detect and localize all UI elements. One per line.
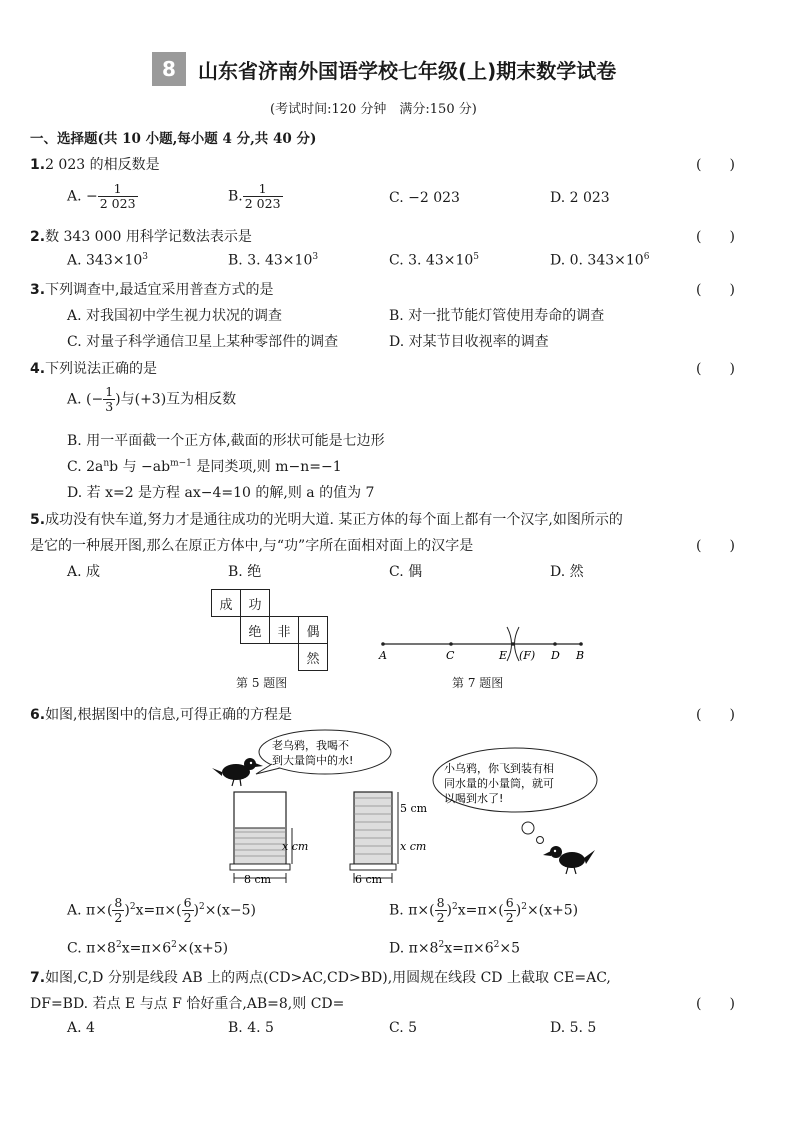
crow-icon [212, 758, 263, 786]
label-x-cm-2: x cm [400, 840, 427, 853]
label-8-cm: 8 cm [244, 873, 272, 886]
option-b: B. 绝 [228, 564, 262, 580]
option-b: B. 3. $43\times 10^3$ [228, 252, 319, 269]
label-f: (F) [519, 649, 536, 662]
option-a: A. 4 [67, 1020, 95, 1036]
option-b [228, 182, 283, 211]
question-number: 5. [30, 512, 46, 528]
point-d [553, 642, 557, 646]
question-text: 2 023 的相反数是 [45, 157, 160, 173]
option-b: B. 对一批节能灯管使用寿命的调查 [389, 308, 605, 324]
answer-bracket: ( ) [696, 707, 735, 723]
question-text: 成功没有快车道,努力才是通往成功的光明大道. 某正方体的每个面上都有一个汉字,如图所示的 [45, 512, 623, 528]
option-c: C. 对量子科学通信卫星上某种零部件的调查 [67, 334, 339, 350]
question-5-stem [30, 509, 623, 529]
net-face: 非 [270, 617, 299, 644]
option-d: D. 5. 5 [550, 1020, 597, 1036]
figure-7-caption: 第 7 题图 [452, 676, 504, 690]
option-c: C. 偶 [389, 564, 423, 580]
point-c [449, 642, 453, 646]
option-a: A. 对我国初中学生视力状况的调查 [67, 308, 283, 324]
question-6-stem [30, 704, 292, 724]
question-7-stem-line2: DF=BD. 若点 E 与点 F 恰好重合,AB=8,则 CD= [30, 996, 345, 1012]
label-e: E [499, 649, 508, 662]
bubble-1-line-2: 到大量筒中的水! [272, 754, 354, 767]
net-face: 偶 [299, 617, 328, 644]
option-c: C. 3. $43\times 10^5$ [389, 252, 480, 269]
option-d: D. 若 x=2 是方程 ax−4=10 的解,则 a 的值为 7 [67, 485, 375, 501]
question-number: 1. [30, 157, 46, 173]
label-b: B [576, 649, 585, 662]
option-label: A. − [67, 188, 98, 205]
question-number: 3. [30, 282, 46, 298]
answer-bracket: ( ) [696, 229, 735, 245]
question-number: 6. [30, 707, 46, 723]
question-2-stem [30, 226, 252, 246]
answer-bracket: ( ) [696, 157, 735, 173]
option-d: D. $\pi\times 8^2x=\pi\times 6^2\times 5$ [389, 940, 521, 957]
option-c: C. $\pi\times 8^2x=\pi\times 6^2\times(x+5)$ [67, 940, 229, 957]
label-c: C [446, 649, 455, 662]
bubble-2-line-2: 同水量的小量筒，就可 [444, 777, 554, 790]
option-d: D. 然 [550, 564, 584, 580]
crow-cylinder-figure [210, 728, 600, 890]
question-text: 如图,根据图中的信息,可得正确的方程是 [45, 707, 292, 723]
label-d: D [551, 649, 560, 662]
paper-number-badge: 8 [152, 52, 186, 86]
question-number: 2. [30, 229, 46, 245]
bubble-2-line-3: 以喝到水了! [444, 792, 504, 805]
crow-icon [543, 846, 595, 874]
question-number: 7. [30, 970, 46, 986]
segment-figure [375, 625, 590, 665]
option-c: C. $2a^nb$ 与 $-ab^{m-1}$ 是同类项,则 m−n=−1 [67, 458, 342, 475]
label-6-cm: 6 cm [355, 873, 383, 886]
point-a [381, 642, 385, 646]
paper-subtitle: (考试时间:120 分钟 满分:150 分) [270, 102, 477, 117]
net-face: 成 [212, 590, 241, 617]
answer-bracket: ( ) [696, 996, 735, 1012]
question-number: 4. [30, 361, 46, 377]
option-b: B. 用一平面截一个正方体,截面的形状可能是七边形 [67, 433, 385, 449]
fraction: $\frac{1}{2 023}$ [99, 181, 136, 211]
cube-net-figure [211, 589, 328, 671]
paper-title: 山东省济南外国语学校七年级(上)期末数学试卷 [198, 59, 617, 83]
option-c: C. 5 [389, 1020, 418, 1036]
question-text: 下列说法正确的是 [45, 361, 158, 377]
bubble-1-line-1: 老乌鸦，我喝不 [272, 739, 349, 752]
fraction: $\frac{1}{3}$ [105, 384, 114, 414]
net-face: 功 [241, 590, 270, 617]
section-heading: 一、选择题(共 10 小题,每小题 4 分,共 40 分) [30, 131, 317, 147]
question-text: 如图,C,D 分别是线段 AB 上的两点(CD>AC,CD>BD),用圆规在线段 CD 上截取 CE=AC, [45, 970, 611, 986]
answer-bracket: ( ) [696, 538, 735, 554]
answer-bracket: ( ) [696, 361, 735, 377]
option-b: B. 4. 5 [228, 1020, 274, 1036]
label-x-cm-1: x cm [282, 840, 309, 853]
bubble-2-line-1: 小乌鸦，你飞到装有相 [444, 762, 554, 775]
option-d: D. 0. $343\times 10^6$ [550, 252, 650, 269]
figure-5-caption: 第 5 题图 [236, 676, 288, 690]
question-4-stem [30, 358, 157, 378]
option-a: A. π×( $\frac{8}{2}$ )$^2$x=π×( $\frac{6}{2}$ )$^2$×(x−5) [67, 895, 256, 925]
label-5-cm: 5 cm [400, 802, 428, 815]
small-cylinder [350, 792, 398, 883]
option-a: A. (− $\frac{1}{3}$ )与(+3)互为相反数 [67, 384, 237, 414]
question-3-stem [30, 279, 274, 299]
question-text: 数 343 000 用科学记数法表示是 [45, 229, 252, 245]
answer-bracket: ( ) [696, 282, 735, 298]
question-1-stem [30, 154, 160, 174]
net-face: 然 [299, 644, 328, 671]
net-face: 绝 [241, 617, 270, 644]
option-a [67, 182, 138, 211]
question-text: 下列调查中,最适宜采用普查方式的是 [45, 282, 274, 298]
option-d: D. 2 023 [550, 190, 610, 206]
option-label: B. [228, 188, 243, 205]
option-b: B. π×( $\frac{8}{2}$ )$^2$x=π×( $\frac{6}{2}$ )$^2$×(x+5) [389, 895, 579, 925]
question-5-stem-line2: 是它的一种展开图,那么在原正方体中,与“功”字所在面相对面上的汉字是 [30, 538, 474, 554]
option-c: C. −2 023 [389, 190, 460, 206]
label-a: A [379, 649, 387, 662]
large-cylinder [230, 792, 292, 883]
option-d: D. 对某节目收视率的调查 [389, 334, 549, 350]
point-b [579, 642, 583, 646]
option-a: A. 成 [67, 564, 101, 580]
fraction: $\frac{1}{2 023}$ [244, 181, 281, 211]
question-7-stem [30, 967, 611, 987]
option-a: A. $343\times 10^3$ [67, 252, 149, 269]
